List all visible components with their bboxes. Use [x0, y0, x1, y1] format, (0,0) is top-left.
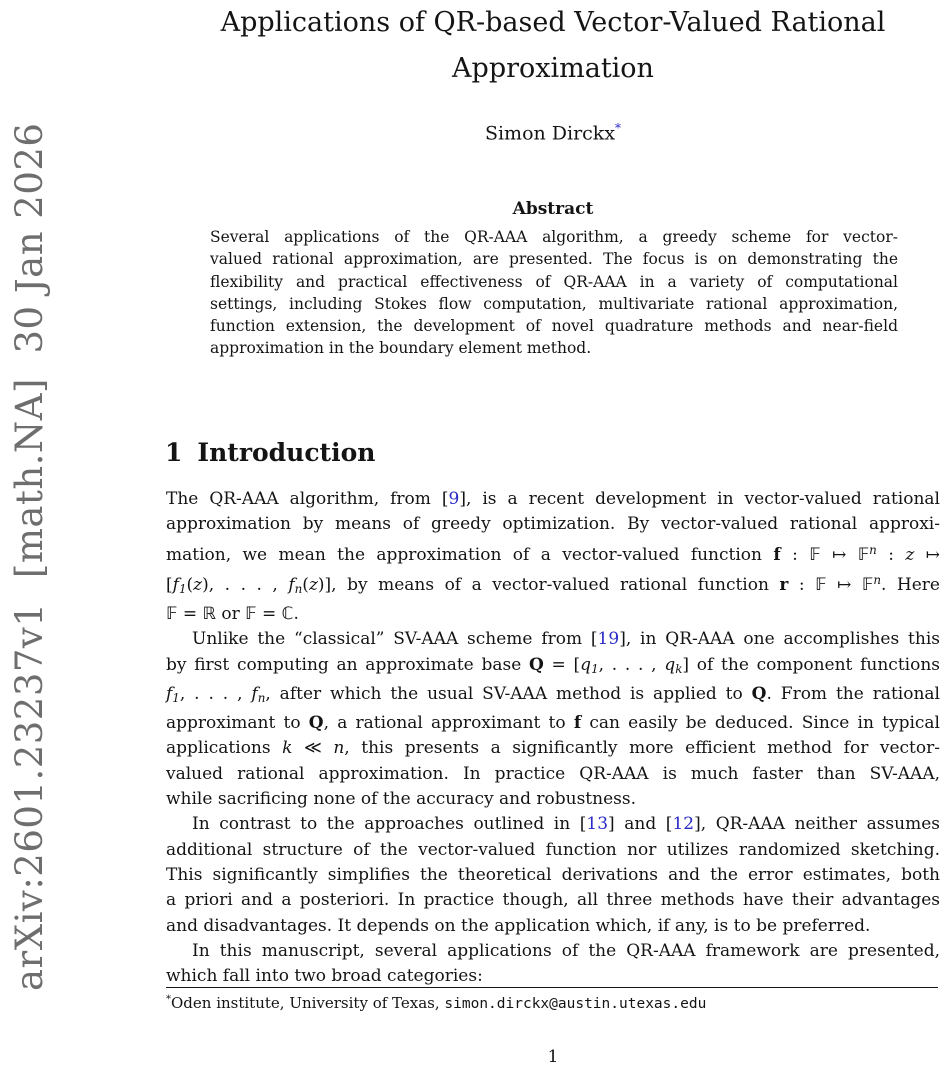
text-run: valued rational approximation. In practice QR-AAA is much faster than SV-AAA, — [166, 763, 940, 784]
text-run: f — [166, 683, 173, 704]
author-thanks-mark: * — [615, 121, 622, 135]
text-run: ] and [ — [608, 814, 673, 835]
abstract-line: function extension, the development of novel quadrature methods and near-field — [210, 317, 898, 336]
text-run: . — [293, 604, 299, 625]
section-heading — [165, 438, 375, 467]
text-run: q — [664, 654, 676, 675]
text-run: , . . . , — [179, 683, 252, 704]
text-run: ℝ — [202, 604, 216, 625]
text-line — [166, 914, 940, 939]
text-run: f — [172, 574, 179, 595]
text-run: or — [215, 604, 246, 625]
abstract-line: valued rational approximation, are presented. The focus is on demonstrating the — [210, 250, 898, 269]
text-run: approximant to — [166, 713, 309, 734]
text-run: mation, we mean the approximation of a vector-valued function — [166, 544, 774, 565]
text-line — [166, 711, 940, 736]
text-run: z — [905, 544, 915, 565]
text-run: 𝔽 — [245, 604, 257, 625]
text-run: which fall into two broad categories: — [166, 966, 483, 987]
text-run: : — [876, 544, 906, 565]
text-run: f — [288, 574, 295, 595]
text-run: q — [580, 654, 592, 675]
abstract-line: approximation in the boundary element method. — [210, 339, 592, 358]
citation-link[interactable]: 9 — [448, 489, 460, 509]
text-line — [166, 762, 940, 787]
paper-title — [166, 0, 940, 92]
text-line — [166, 538, 940, 568]
text-run: = [ — [543, 654, 581, 675]
text-run: 𝔽 — [166, 604, 178, 625]
text-run: , . . . , — [598, 654, 665, 675]
footnote-email: simon.dirckx@austin.utexas.edu — [444, 996, 707, 1012]
text-run: k — [675, 661, 683, 676]
citation-link[interactable]: 12 — [672, 814, 695, 835]
text-run: ( — [302, 574, 309, 595]
text-run: = — [177, 604, 203, 625]
body-paragraphs — [166, 487, 940, 989]
paragraph — [166, 627, 940, 812]
footnote-mark: * — [166, 994, 171, 1005]
text-run: ≪ — [292, 738, 334, 759]
abstract-line: flexibility and practical effectiveness of QR-AAA in a variety of computational — [210, 272, 898, 291]
text-run: z — [193, 574, 203, 595]
text-run: Unlike the “classical” SV-AAA scheme from [ — [192, 629, 598, 650]
paragraph — [166, 939, 940, 990]
text-run: ] of the component functions — [682, 654, 941, 675]
text-line — [166, 568, 940, 602]
text-run: 𝔽 — [857, 544, 870, 565]
text-run: 1 — [591, 661, 599, 676]
text-run: Q — [529, 654, 544, 675]
text-run: In this manuscript, several applications of the QR-AAA framework are presented, — [192, 940, 940, 961]
text-run: , this presents a significantly more efficient method for vector- — [344, 738, 940, 759]
text-run: z — [308, 574, 318, 595]
text-run: . From the rational — [766, 683, 940, 704]
text-run: In contrast to the approaches outlined in [ — [192, 814, 587, 835]
citation-link[interactable]: 19 — [597, 629, 620, 650]
text-run: n — [257, 690, 266, 705]
section-number: 1 — [165, 438, 183, 467]
text-run: 𝔽 — [815, 574, 827, 595]
paper-title-line1: Applications of QR-based Vector-Valued Rational — [220, 7, 886, 38]
author-line — [166, 121, 940, 144]
text-run: Q — [751, 683, 767, 704]
arxiv-watermark: arXiv:2601.23237v1 [math.NA] 30 Jan 2026 — [8, 122, 51, 991]
text-run: 𝔽 — [809, 544, 821, 565]
text-line — [166, 736, 940, 761]
footnote-text: Oden institute, University of Texas, — [171, 994, 445, 1012]
text-line — [166, 838, 940, 863]
text-run: [ — [166, 574, 173, 595]
text-run: n — [873, 572, 881, 587]
text-run: ↦ — [820, 544, 858, 565]
text-run: , a rational approximant to — [323, 713, 574, 734]
text-run: The QR-AAA algorithm, from [ — [166, 489, 449, 509]
text-run: applications — [166, 738, 283, 759]
paragraph — [166, 487, 940, 627]
text-run: . Here — [880, 574, 940, 595]
text-run: )], by means of a vector-valued rational function — [317, 574, 780, 595]
page-number: 1 — [547, 1047, 559, 1067]
text-run: = — [256, 604, 282, 625]
section-title: Introduction — [197, 438, 376, 467]
text-run: a priori and a posteriori. In practice though, all three methods have their advantages — [166, 890, 940, 911]
text-run: n — [333, 738, 345, 759]
text-run: ℂ — [281, 604, 294, 625]
text-run: r — [779, 574, 789, 595]
author-name: Simon Dirckx — [484, 122, 616, 145]
text-run: ( — [186, 574, 194, 595]
footnote-rule — [166, 987, 938, 988]
text-run: ], QR-AAA neither assumes — [694, 814, 940, 835]
abstract-heading: Abstract — [512, 199, 594, 219]
text-line — [166, 964, 940, 989]
text-run: ↦ — [826, 574, 862, 595]
text-run: 𝔽 — [861, 574, 874, 595]
text-run: additional structure of the vector-valued function nor utilizes randomized sketching. — [166, 839, 940, 860]
text-line — [166, 812, 940, 837]
text-run: : — [788, 574, 816, 595]
text-run: , after which the usual SV-AAA method is applied to — [265, 683, 752, 704]
text-line — [166, 627, 940, 652]
paragraph — [166, 812, 940, 938]
text-run: ), . . . , — [202, 574, 289, 595]
text-run: f — [251, 683, 258, 704]
text-run: by first computing an approximate base — [166, 654, 530, 675]
text-line — [166, 939, 940, 964]
text-line — [166, 487, 940, 512]
abstract-line: Several applications of the QR-AAA algorithm, a greedy scheme for vector- — [210, 228, 898, 246]
text-line — [166, 863, 940, 888]
text-run: This significantly simplifies the theoretical derivations and the error estimates, both — [166, 864, 940, 885]
text-run: n — [869, 542, 877, 557]
text-run: while sacrificing none of the accuracy and robustness. — [166, 789, 636, 810]
text-run: n — [294, 581, 303, 596]
text-run: can easily be deduced. Since in typical — [581, 713, 940, 734]
text-run: Q — [308, 713, 324, 734]
text-line — [166, 682, 940, 711]
text-line — [166, 888, 940, 913]
text-run: ], in QR-AAA one accomplishes this — [619, 629, 940, 650]
text-run: and disadvantages. It depends on the application which, if any, is to be preferred. — [166, 915, 871, 936]
text-run: : — [780, 544, 810, 565]
text-run: 1 — [178, 581, 187, 596]
text-line — [166, 787, 940, 812]
text-line — [166, 512, 940, 537]
text-run: f — [773, 544, 781, 565]
text-run: approximation by means of greedy optimization. By vector-valued rational approxi- — [166, 514, 940, 535]
text-line — [166, 653, 940, 682]
text-run: ], is a recent development in vector-valued rational — [459, 489, 940, 509]
abstract-line: settings, including Stokes flow computation, multivariate rational approximation, — [210, 294, 898, 313]
text-run: f — [573, 713, 582, 734]
text-run: k — [282, 738, 293, 759]
paper-title-line2: Approximation — [452, 53, 654, 84]
footnote — [166, 994, 940, 1012]
text-line — [166, 602, 940, 627]
citation-link[interactable]: 13 — [586, 814, 609, 835]
abstract-body — [210, 226, 898, 360]
text-run: ↦ — [914, 544, 940, 565]
text-run: 1 — [172, 690, 180, 705]
